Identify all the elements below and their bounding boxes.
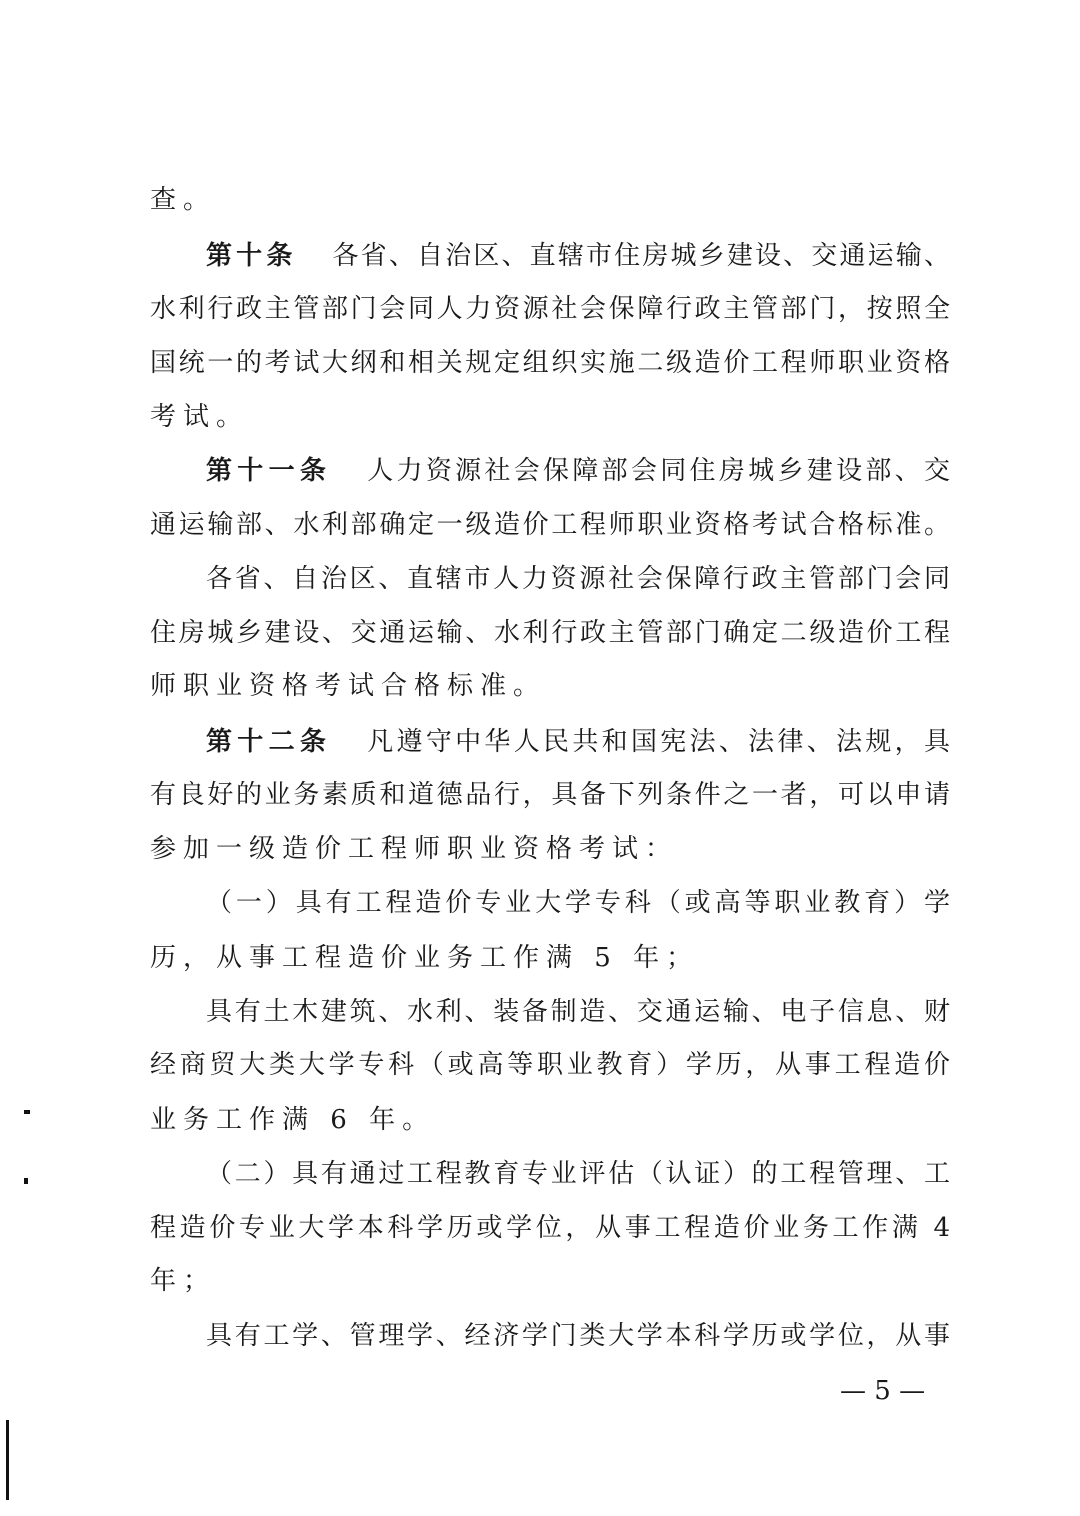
- text-line: （一）具有工程造价专业大学专科（或高等职业教育）学: [206, 888, 950, 918]
- article-line: 第十条 各省、自治区、直辖市住房城乡建设、交通运输、: [206, 241, 950, 271]
- text-line: 住房城乡建设、交通运输、水利行政主管部门确定二级造价工程: [150, 618, 950, 648]
- text-line: 各省、自治区、直辖市人力资源社会保障行政主管部门会同: [206, 564, 950, 594]
- text-line: 查。: [150, 185, 217, 215]
- text-line: 师职业资格考试合格标准。: [150, 671, 547, 701]
- text-line: 国统一的考试大纲和相关规定组织实施二级造价工程师职业资格: [150, 348, 950, 378]
- page-number: — 5 —: [840, 1376, 926, 1406]
- article-heading: 第十条: [206, 241, 297, 271]
- scan-mark: [24, 1110, 30, 1114]
- text-line: 具有工学、管理学、经济学门类大学本科学历或学位，从事: [206, 1321, 950, 1351]
- article-heading: 第十一条: [206, 456, 332, 486]
- scan-edge-line: [6, 1420, 9, 1500]
- text-line: 历，从事工程造价业务工作满 5 年；: [150, 943, 700, 973]
- text-line: 程造价专业大学本科学历或学位，从事工程造价业务工作满 4: [150, 1213, 950, 1243]
- text-line: 业务工作满 6 年。: [150, 1105, 436, 1135]
- text-line: 参加一级造价工程师职业资格考试：: [150, 834, 679, 864]
- text-line: 年；: [150, 1266, 217, 1296]
- text-line: 具有土木建筑、水利、装备制造、交通运输、电子信息、财: [206, 997, 950, 1027]
- article-line: 第十一条 人力资源社会保障部会同住房城乡建设部、交: [206, 456, 950, 486]
- scan-mark: [24, 1178, 28, 1184]
- text-line: 经商贸大类大学专科（或高等职业教育）学历，从事工程造价: [150, 1050, 950, 1080]
- text-line: 水利行政主管部门会同人力资源社会保障行政主管部门，按照全: [150, 294, 950, 324]
- text-line: 通运输部、水利部确定一级造价工程师职业资格考试合格标准。: [150, 510, 950, 540]
- article-line: 第十二条 凡遵守中华人民共和国宪法、法律、法规，具: [206, 727, 950, 757]
- text-line: 有良好的业务素质和道德品行，具备下列条件之一者，可以申请: [150, 780, 950, 810]
- text-line: （二）具有通过工程教育专业评估（认证）的工程管理、工: [206, 1159, 950, 1189]
- text-line: 考试。: [150, 402, 250, 432]
- article-heading: 第十二条: [206, 727, 332, 757]
